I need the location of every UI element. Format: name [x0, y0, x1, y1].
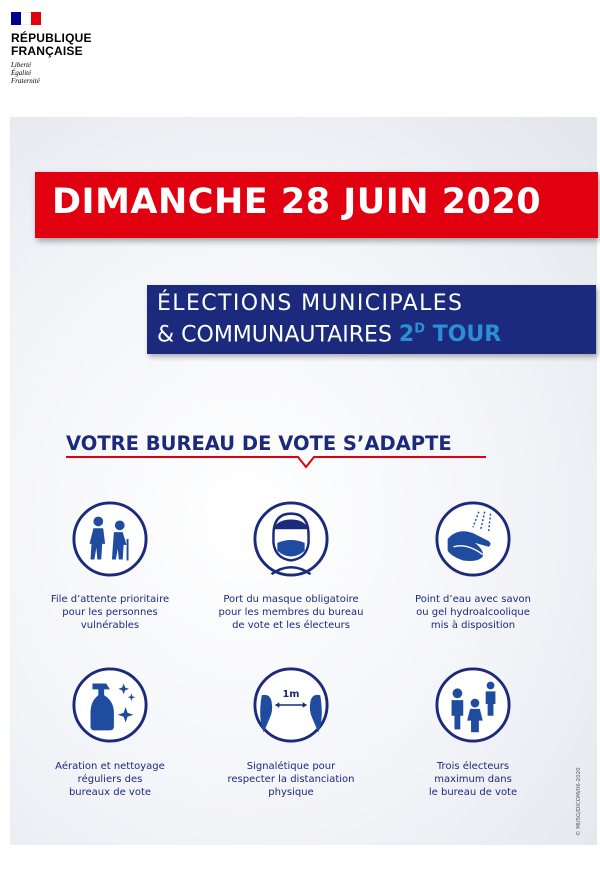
election-banner: [147, 285, 596, 354]
two-people-with-cane-icon: [71, 500, 149, 578]
face-mask-icon: [252, 500, 330, 578]
date-text: DIMANCHE 28 JUIN 2020: [52, 182, 542, 222]
three-people-icon: [434, 666, 512, 744]
measure-caption: Aération et nettoyage réguliers des bureaux de vote: [55, 761, 165, 798]
election-title-line2: & COMMUNAUTAIRES $2^D$ TOUR: [157, 322, 502, 348]
measure-caption: File d’attente prioritaire pour les personnes vulnérables: [50, 594, 170, 631]
measure-caption: Point d’eau avec savon ou gel hydroalcoolique mis à disposition: [415, 594, 531, 631]
election-title-line1: ÉLECTIONS MUNICIPALES: [157, 291, 464, 316]
date-banner: [35, 172, 598, 238]
credit-line: © MI/SG/DICOM/06-2020: [576, 767, 582, 836]
election-round: $2^D$ TOUR: [398, 322, 502, 348]
distance-label: 1m: [282, 689, 300, 701]
measure-caption: Trois électeurs maximum dans le bureau de vote: [428, 761, 518, 798]
measure-caption: Signalétique pour respecter la distanciation physique: [227, 761, 355, 798]
section-heading: VOTRE BUREAU DE VOTE S’ADAPTE: [66, 432, 452, 455]
logo-name: RÉPUBLIQUE FRANÇAISE: [11, 31, 92, 58]
speech-underline-icon: [66, 455, 486, 469]
measure-caption: Port du masque obligatoire pour les membres du bureau de vote et les électeurs: [218, 594, 364, 631]
logo-motto: Liberté Égalité Fraternité: [11, 61, 40, 85]
republique-francaise-logo: [11, 12, 151, 102]
hand-washing-icon: [434, 500, 512, 578]
spray-cleaning-icon: [71, 666, 149, 744]
distance-1m-icon: [252, 666, 330, 744]
french-flag-icon: [11, 12, 41, 25]
